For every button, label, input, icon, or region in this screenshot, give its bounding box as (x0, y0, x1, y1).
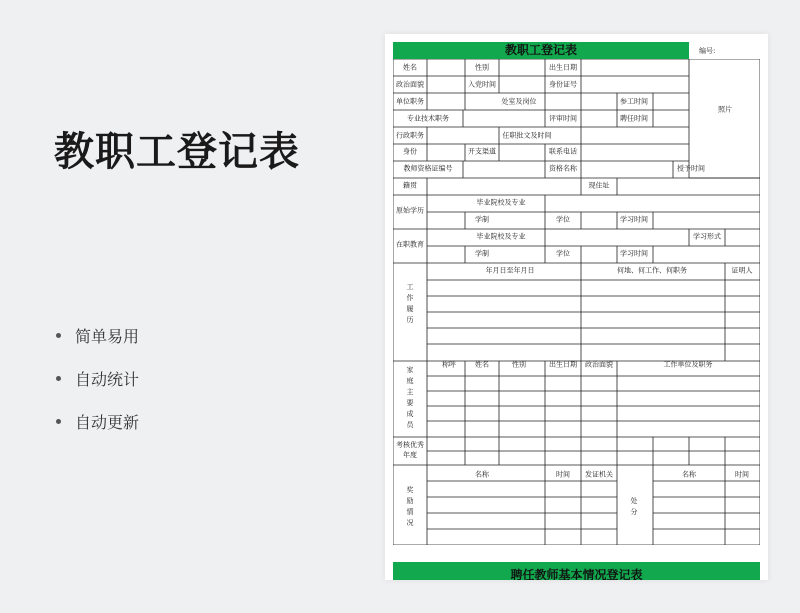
label-relation: 称呼 (442, 360, 456, 369)
label-punish: 处分 (630, 497, 638, 516)
label-study-time-1: 学习时间 (620, 215, 648, 224)
feature-label: 自动更新 (75, 413, 140, 432)
label-issuer: 发证机关 (585, 470, 613, 479)
label-reward: 奖励情况 (406, 486, 414, 527)
label-work-place: 何地、何工作、何职务 (617, 266, 687, 275)
label-inservice-edu: 在职教育 (396, 240, 424, 249)
label-school-major-1: 毕业院校及专业 (476, 198, 526, 207)
document-preview (385, 34, 768, 580)
label-work-history: 工作履历 (406, 283, 414, 324)
label-teacher-cert: 教师资格证编号 (403, 164, 453, 173)
label-orig-edu: 原始学历 (396, 206, 424, 215)
label-title: 专业技术职务 (407, 114, 449, 123)
registration-form (393, 59, 760, 545)
next-page-title: 聘任教师基本情况登记表 (510, 568, 643, 580)
form-grid (393, 59, 760, 545)
label-member-gender: 性别 (512, 360, 526, 369)
feature-item (56, 357, 139, 400)
label-member-birth: 出生日期 (549, 360, 577, 369)
label-party-date: 入党时间 (468, 80, 496, 89)
label-grant-time: 授予时间 (677, 164, 705, 173)
label-id-number: 身份证号 (549, 80, 577, 89)
label-excellent-years: 考核优秀 年度 (396, 441, 424, 459)
label-political-status: 政治面貌 (396, 80, 424, 89)
label-reward-name: 名称 (475, 470, 489, 479)
label-birth-date: 出生日期 (549, 63, 577, 72)
label-punish-name: 名称 (682, 470, 696, 479)
label-study-time-2: 学习时间 (620, 249, 648, 258)
label-work-start: 参工时间 (620, 97, 648, 106)
label-office-post: 处室及岗位 (501, 97, 537, 106)
label-gender: 性别 (475, 63, 489, 72)
next-page-header (393, 562, 760, 580)
label-school-major-2: 毕业院校及专业 (476, 232, 526, 241)
label-appoint-doc: 任职批文及时间 (502, 131, 552, 140)
label-workplace-post: 工作单位及职务 (663, 360, 713, 369)
label-address: 现住址 (588, 181, 610, 190)
label-period: 年月日至年月日 (485, 266, 535, 275)
label-degree-2: 学位 (556, 249, 570, 258)
feature-item (56, 400, 139, 443)
bullet-icon (56, 333, 61, 338)
label-name: 姓名 (403, 63, 417, 72)
bullet-icon (56, 376, 61, 381)
label-punish-time: 时间 (735, 470, 749, 479)
label-study-form: 学习形式 (693, 232, 721, 241)
label-admin-post: 行政职务 (396, 131, 424, 140)
bullet-icon (56, 419, 61, 424)
document-title: 教职工登记表 (393, 42, 689, 59)
label-family: 家庭主要成员 (406, 366, 414, 429)
label-duration-2: 学制 (475, 249, 489, 258)
label-payroll: 开支渠道 (468, 147, 496, 156)
page-title: 教职工登记表 (54, 129, 300, 175)
label-assess-time: 评审时间 (549, 114, 577, 123)
label-degree-1: 学位 (556, 215, 570, 224)
label-identity: 身份 (403, 147, 417, 156)
label-photo: 照片 (718, 105, 732, 114)
label-witness: 证明人 (731, 266, 753, 275)
feature-label: 自动统计 (75, 370, 140, 389)
label-cert-name: 资格名称 (549, 164, 577, 173)
label-reward-time: 时间 (556, 470, 570, 479)
label-unit-position: 单位职务 (396, 97, 424, 106)
feature-list (56, 314, 139, 443)
label-duration-1: 学制 (475, 215, 489, 224)
label-member-name: 姓名 (475, 360, 489, 369)
feature-item (56, 314, 139, 357)
label-native-place: 籍贯 (403, 181, 417, 190)
serial-number-label: 编号: (699, 47, 716, 55)
label-appoint-time: 聘任时间 (620, 114, 648, 123)
label-member-political: 政治面貌 (585, 360, 613, 369)
feature-label: 简单易用 (75, 327, 140, 346)
label-phone: 联系电话 (549, 147, 577, 156)
